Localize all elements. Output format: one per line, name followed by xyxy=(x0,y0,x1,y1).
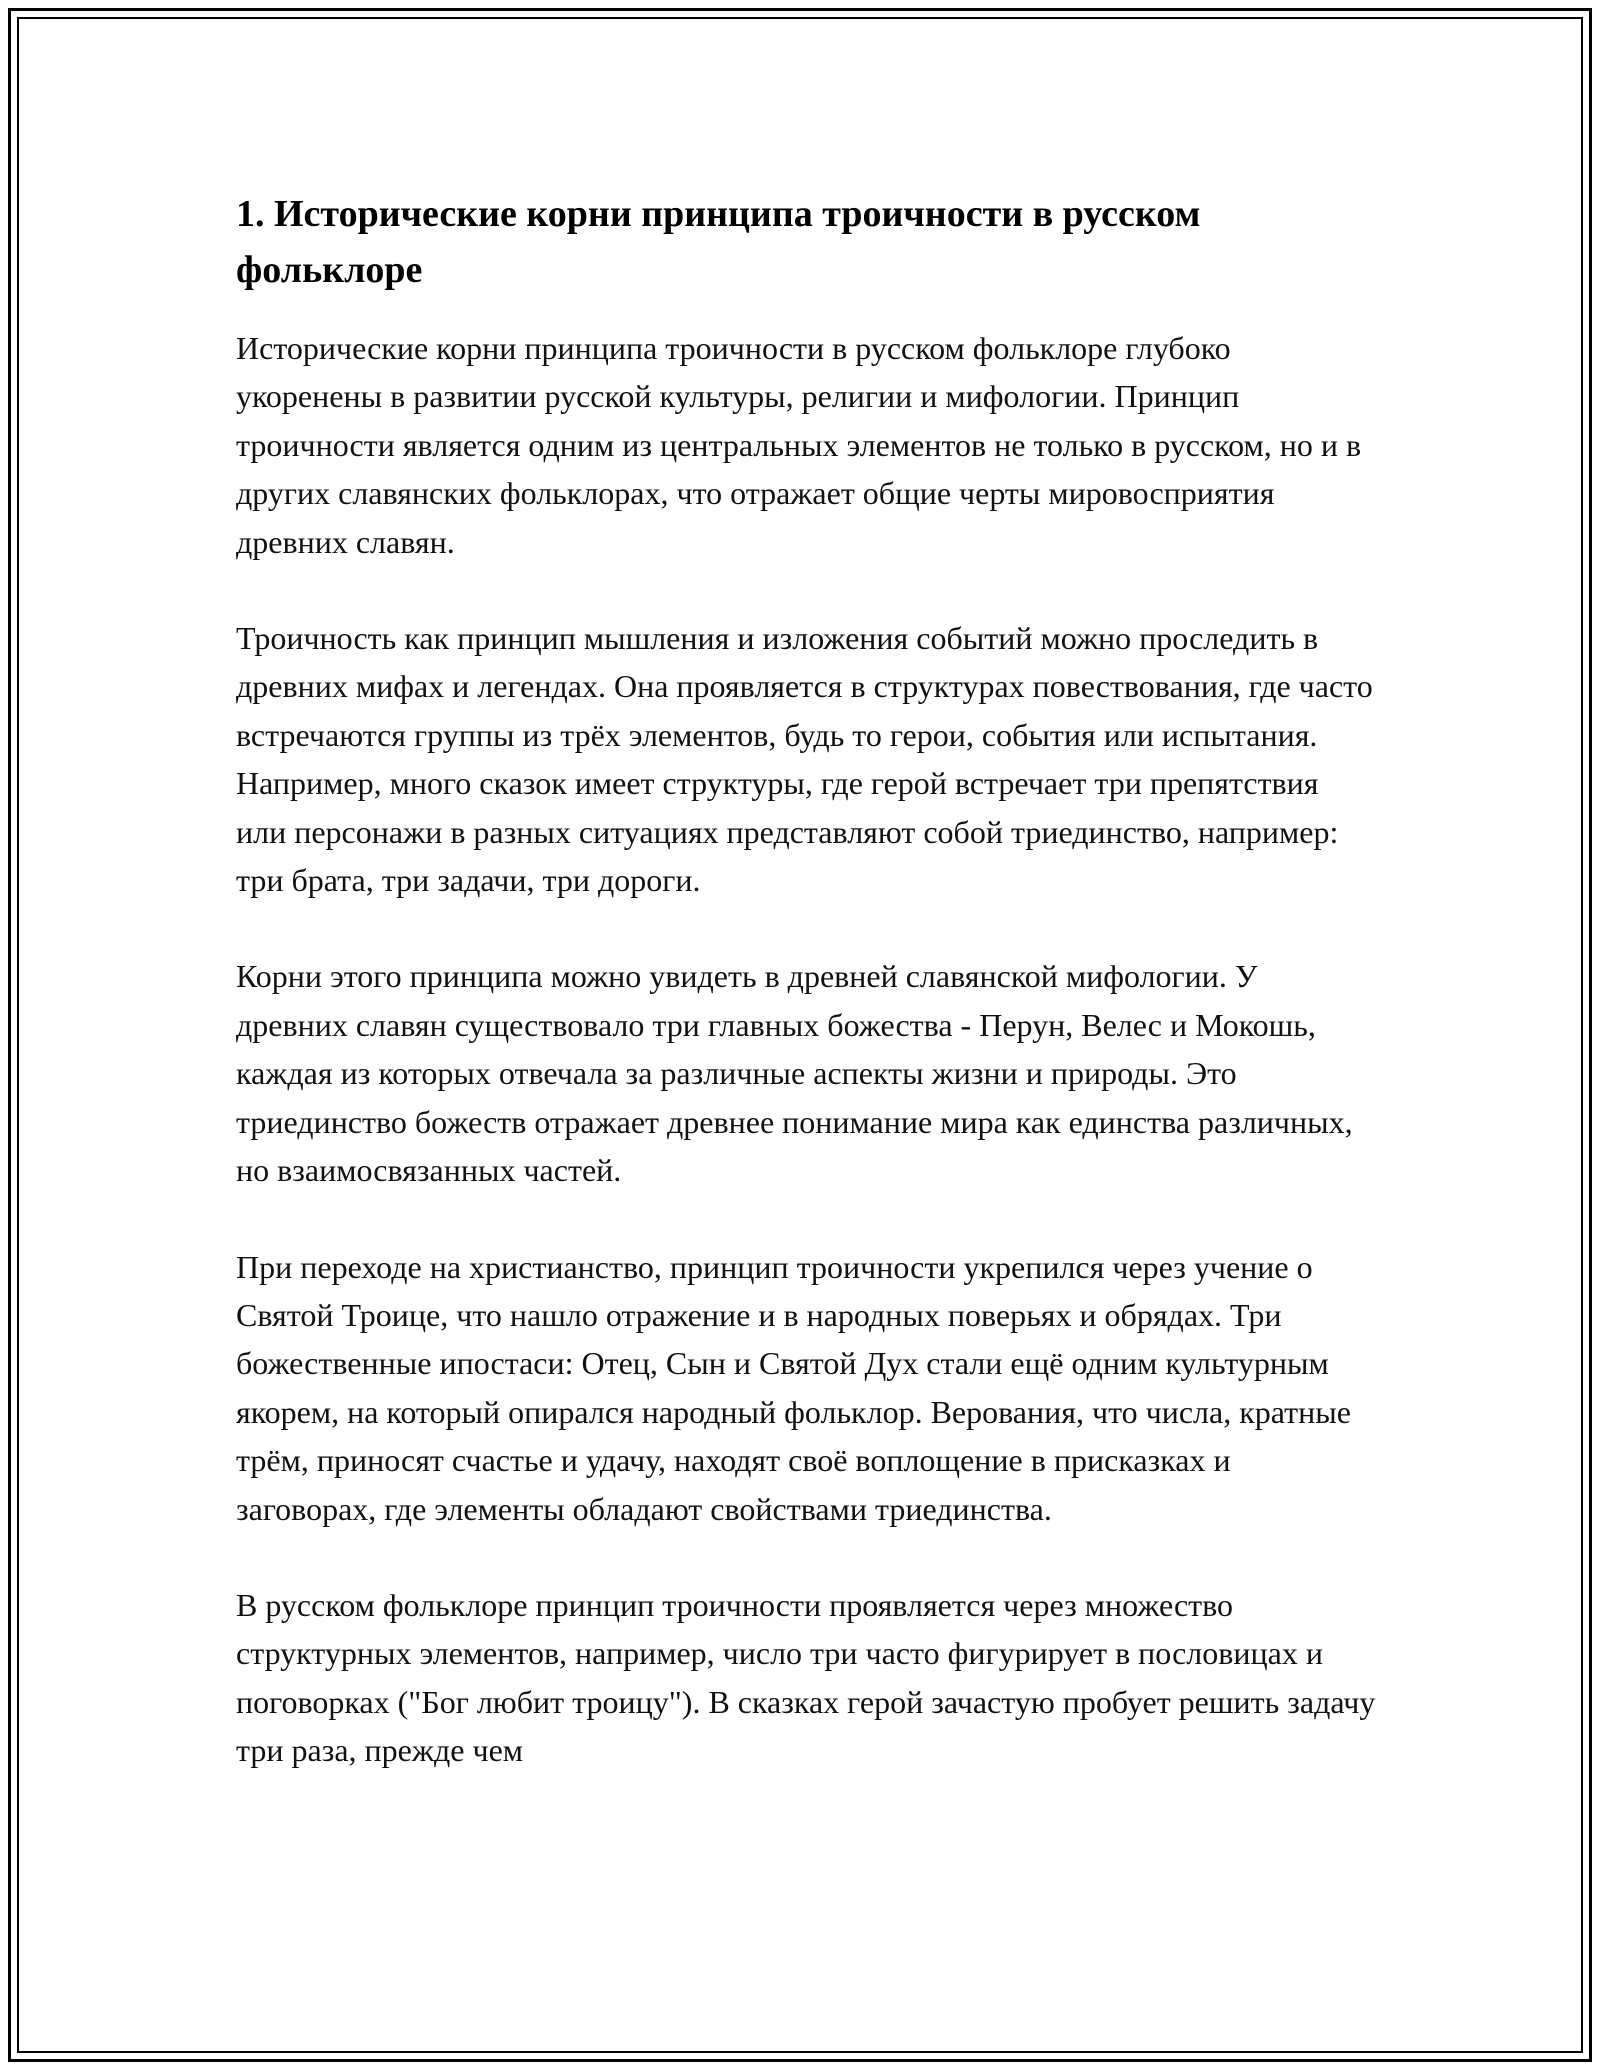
paragraph-1: Исторические корни принципа троичности в русском фольклоре глубоко укоренены в развитии русской культуры, религии и мифологии. Принцип троичности является одним из центральных элементов не только в русском, но и в других славянских фольклорах, что отражает общие черты мировосприятия древних славян. xyxy=(236,330,1362,560)
paragraph-3: Корни этого принципа можно увидеть в древней славянской мифологии. У древних славян существовало три главных божества - Перун, Велес и Мокошь, каждая из которых отвечала за различные аспекты жизни и природы. Это триединство божеств отражает древнее понимание мира как единства различных, но взаимосвязанных частей. xyxy=(236,958,1353,1189)
paragraph-5: В русском фольклоре принцип троичности проявляется через множество структурных элементов, например, число три часто фигурирует в пословицах и поговорках ("Бог любит троицу"). В сказках герой зачастую пробует решить задачу три раза, прежде чем xyxy=(236,1586,1376,1769)
section-heading: 1. Исторические корни принципа троичности в русском фольклоре xyxy=(236,193,1201,291)
paragraph-4: При переходе на христианство, принцип троичности укрепился через учение о Святой Троице, что нашло отражение и в народных поверьях и обрядах. Три божественные ипостаси: Отец, Сын и Святой Дух стали ещё одним культурным якорем, на который опирался народный фольклор. Верования, что числа, кратные трём, приносят счастье и удачу, находят своё воплощение в присказках и заговорах, где элементы обладают свойствами триединства. xyxy=(236,1248,1351,1527)
document-body xyxy=(236,186,1376,1823)
paragraph-2: Троичность как принцип мышления и изложения событий можно проследить в древних мифах и легендах. Она проявляется в структурах повествования, где часто встречаются группы из трёх элементов, будь то герои, события или испытания. Например, много сказок имеет структуры, где герой встречает три препятствия или персонажи в разных ситуациях представляют собой триединство, например: три брата, три задачи, три дороги. xyxy=(236,620,1373,899)
